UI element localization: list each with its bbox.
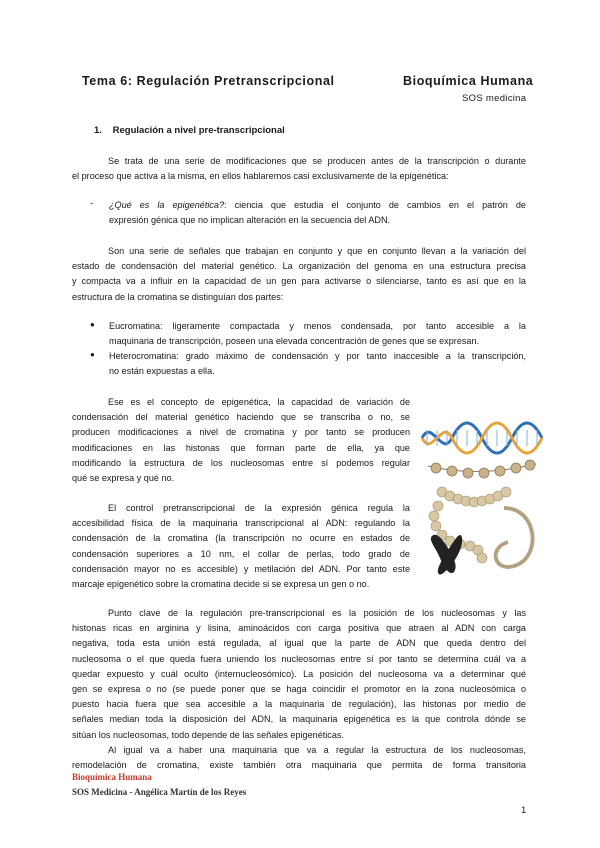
paragraph-control [72,501,410,592]
text-line: gen se expresa o no (se puede poner que se haga coincidir el promotor en la zona nucleosómica o [72,684,526,695]
text-line: condensación superiores a 10 nm, el collar de perlas, todo grado de [72,548,410,559]
text-line: marcaje epigenético sobre la cromatina decide si se expresa un gen o no. [72,579,370,590]
section-number: 1. [94,125,102,136]
text-line: sitúan los nucleosomas, todo depende de las señales epigenéticas. [72,729,344,740]
paragraph-epigenetics [72,395,410,486]
text-line: estructura de la cromatina se distinguían dos partes: [72,291,284,302]
text-line: señales median toda la disposición del ADN, la maquinaria epigenética es la que controla dónde se [72,714,526,725]
text-line: puesto hacia fuera que sea accesible a la maquinaria de regulación), las histonas por medio de [72,699,526,710]
text-line: negativa, toda esta unión está regulada, al igual que la parte de ADN que queda dentro del [72,638,526,649]
bullet-marker: ● [90,350,95,359]
paragraph-nucleosomes [72,606,526,743]
chromatin-figure-svg [418,408,546,580]
document-title: Tema 6: Regulación Pretranscripcional [82,74,335,88]
footer-subject: Bioquímica Humana [72,772,152,782]
paragraph-remodeling [72,743,526,773]
text-line: Ese es el concepto de epigenética, la capacidad de variación de [108,397,410,407]
text-line [109,198,526,213]
paragraph-intro [72,154,526,184]
text-line: Heterocromatina: grado máximo de condensación y por tanto inaccesible a la transcripción, [109,351,526,361]
text-line: Punto clave de la regulación pre-transcripcional es la posición de los nucleosomas y las [108,608,526,618]
bullet-heterocromatina [109,349,526,379]
section-heading [94,125,285,136]
text-line: no están expuestas a ella. [109,366,215,377]
text-line: remodelación de cromatina, existe también otra maquinaria que permita de forma transitoria [72,760,526,771]
footer-author: SOS Medicina - Angélica Martín de los Reyes [72,787,247,797]
text-line: modificando la estructura de los nucleosomas entre sí podemos regular [72,457,410,468]
bullet-marker: ● [90,320,95,329]
text-line: Al igual va a haber una maquinaria que va a regular la estructura de los nucleosomas, [108,745,526,755]
text-line: el proceso que activa a la misma, en ellos hablaremos casi exclusivamente de la epigenética: [72,171,449,182]
header-subject: Bioquímica Humana [403,74,534,88]
chromatin-condensation-illustration [418,408,546,580]
dash-marker: - [90,198,94,209]
text-line: producen modificaciones a nivel de cromatina y por tanto se producen [72,427,410,438]
text-line: histonas ricas en arginina y lisina, aminoácidos con carga positiva que atraen al ADN con carga [72,623,526,634]
text-line: estado de condensación del material genético. La organización del genoma en una estructura precisa [72,261,526,272]
text-line: condensación mayor no es accesible) y metilación del ADN. Por tanto este [72,563,410,574]
page-number: 1 [521,805,527,816]
text-line: expresión génica que no implican alteración en la secuencia del ADN. [109,215,391,226]
text-line: nucleosoma o el que queda fuera uniendo los nucleosomas entre sí por tanto se determina cuál va a [72,653,526,664]
header-source: SOS medicina [462,93,527,104]
definition-text: : ciencia que estudia el conjunto de cambios en el patrón de [224,200,526,210]
text-line: El control pretranscripcional de la expresión génica regula la [108,503,410,513]
dna-helix [422,423,542,453]
text-line: Se trata de una serie de modificaciones que se producen antes de la transcripción o durante [108,156,526,166]
nucleosome-beads [428,460,536,478]
text-line: maquinaria de transcripción, poseen una elevada concentración de genes que se expresan. [109,336,480,347]
text-line: Son una serie de señales que trabajan en conjunto y que en conjunto llevan a la variación del [108,246,526,256]
text-line: Eucromatina: ligeramente compactada y menos condensada, por tanto accesible a la [109,321,526,331]
text-line: qué se expresa y qué no. [72,473,175,484]
bullet-eucromatina [109,319,526,349]
text-line: quedar expuesto y cuál oculto (internucleosómico). La posición del nucleosoma va a determinar qué [72,668,526,679]
text-line: y compacta va a influir en la capacidad de un gen para activarse o silenciarse, tanto es así que en la [72,276,526,287]
text-line: condensación del material genético haciendo que se transcriba o no, se [72,412,410,423]
definition-question: ¿Qué es la epigenética? [109,200,225,210]
paragraph-chromatin [72,244,526,305]
chromatin-loop [496,508,533,567]
text-line: condensación de la cromatina (la transcripción no ocurre en estados de [72,533,410,544]
definition-item [109,198,526,228]
text-line: modificaciones en las histonas que forman parte de ella, ya que [72,442,410,453]
section-title: Regulación a nivel pre-transcripcional [112,125,285,136]
text-line: accesibilidad física de la maquinaria transcripcional al ADN: regulando la [72,518,410,529]
